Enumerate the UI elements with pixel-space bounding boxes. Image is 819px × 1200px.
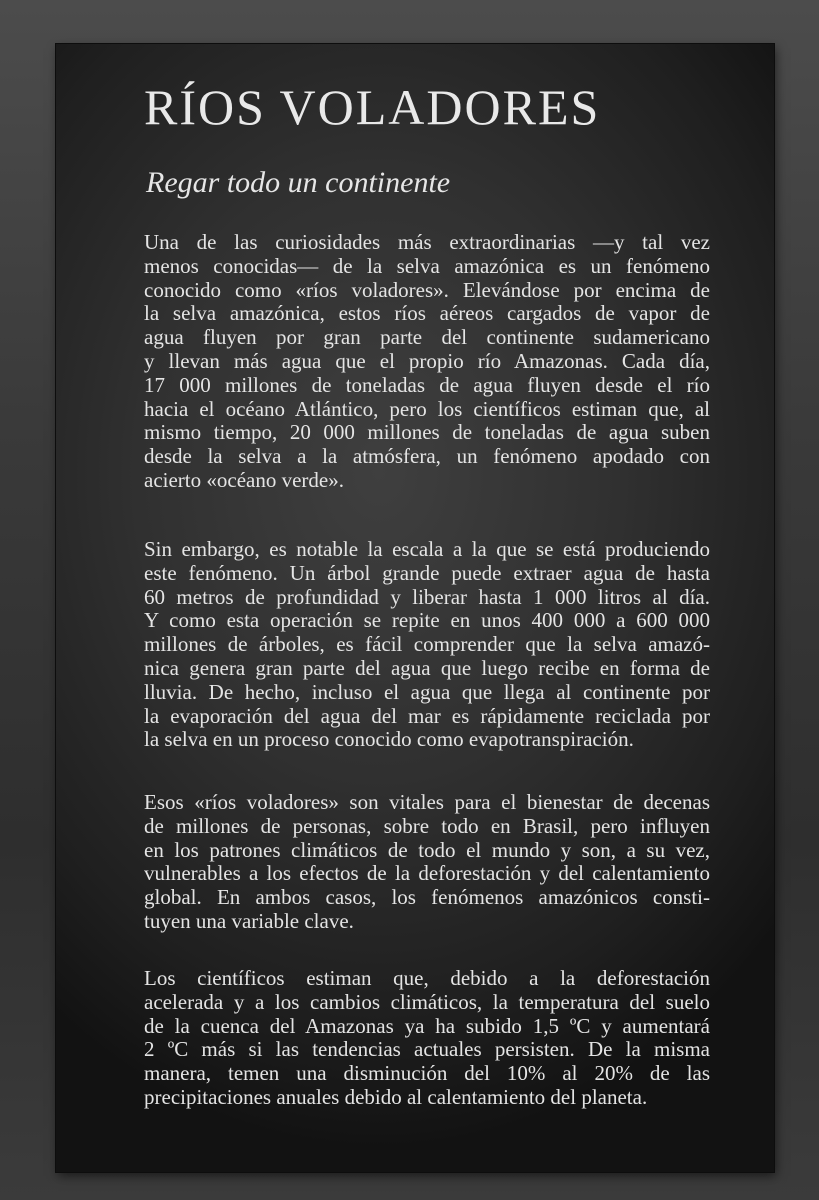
- text-line: precipitaciones anuales debido al calentamiento del planeta.: [144, 1084, 648, 1109]
- text-line: global. En ambos casos, los fenómenos amazónicos consti-: [144, 885, 710, 910]
- text-line: nica genera gran parte del agua que luego recibe en forma de: [144, 655, 710, 680]
- paragraph-4: [144, 967, 710, 1110]
- text-line: conocido como «ríos voladores». Elevándose por encima de: [144, 277, 710, 302]
- text-line: agua fluyen por gran parte del continente sudamericano: [144, 325, 710, 350]
- text-line: 2 ºC más si las tendencias actuales persisten. De la misma: [144, 1037, 710, 1062]
- panel-subtitle: Regar todo un continente: [146, 166, 451, 199]
- exhibit-panel: [56, 44, 774, 1172]
- text-line: este fenómeno. Un árbol grande puede extraer agua de hasta: [144, 560, 710, 585]
- text-line: Y como esta operación se repite en unos 400 000 a 600 000: [144, 608, 710, 633]
- text-line: la selva en un proceso conocido como evapotranspiración.: [144, 727, 634, 752]
- text-line: Esos «ríos voladores» son vitales para el bienestar de decenas: [144, 790, 710, 814]
- text-line: 60 metros de profundidad y liberar hasta 1 000 litros al día.: [144, 584, 710, 609]
- text-line: acierto «océano verde».: [144, 467, 344, 492]
- paragraph-1: [144, 231, 710, 493]
- text-line: acelerada y a los cambios climáticos, la temperatura del suelo: [144, 989, 710, 1014]
- text-line: Una de las curiosidades más extraordinarias —y tal vez: [144, 230, 710, 254]
- text-line: tuyen una variable clave.: [144, 908, 354, 933]
- panel-title: RÍOS VOLADORES: [144, 79, 601, 135]
- text-line: millones de árboles, es fácil comprender que la selva amazó-: [144, 632, 710, 657]
- text-line: manera, temen una disminución del 10% al 20% de las: [144, 1061, 710, 1086]
- text-line: la selva amazónica, estos ríos aéreos cargados de vapor de: [144, 301, 710, 326]
- text-line: Los científicos estiman que, debido a la deforestación: [144, 966, 710, 990]
- text-line: mismo tiempo, 20 000 millones de toneladas de agua suben: [144, 420, 710, 445]
- paragraph-2: [144, 538, 710, 752]
- text-line: desde la selva a la atmósfera, un fenómeno apodado con: [144, 444, 710, 469]
- text-line: 17 000 millones de toneladas de agua fluyen desde el río: [144, 372, 710, 397]
- text-line: vulnerables a los efectos de la deforestación y del calentamiento: [144, 861, 710, 886]
- text-line: hacia el océano Atlántico, pero los científicos estiman que, al: [144, 396, 710, 421]
- paragraph-3: [144, 791, 710, 934]
- text-line: en los patrones climáticos de todo el mundo y son, a su vez,: [144, 837, 710, 862]
- text-line: de la cuenca del Amazonas ya ha subido 1,5 ºC y aumentará: [144, 1013, 710, 1038]
- text-line: de millones de personas, sobre todo en Brasil, pero influyen: [144, 813, 710, 838]
- text-line: lluvia. De hecho, incluso el agua que llega al continente por: [144, 679, 710, 704]
- text-line: Sin embargo, es notable la escala a la que se está produciendo: [144, 537, 710, 561]
- text-line: menos conocidas— de la selva amazónica es un fenómeno: [144, 253, 710, 278]
- text-line: la evaporación del agua del mar es rápidamente reciclada por: [144, 703, 710, 728]
- text-line: y llevan más agua que el propio río Amazonas. Cada día,: [144, 348, 710, 373]
